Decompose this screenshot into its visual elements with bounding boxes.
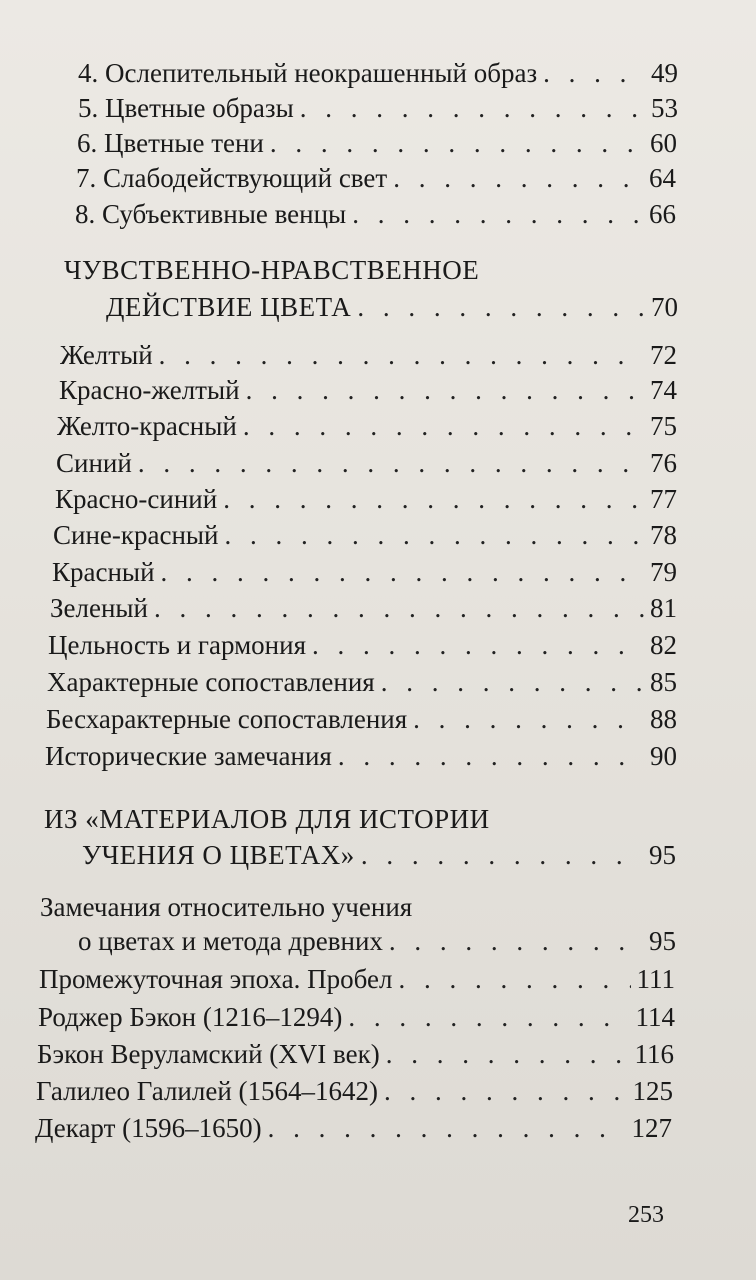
toc-entry <box>45 739 677 773</box>
page-number: 253 <box>628 1202 664 1228</box>
toc-entry-title: Характерные сопоставления <box>47 667 375 697</box>
toc-entry-page: 74 <box>650 375 677 405</box>
toc-entry-title: Сине-красный <box>53 520 219 550</box>
dot-leader <box>342 1000 629 1034</box>
dot-leader <box>148 591 644 625</box>
section-heading-text: ДЕЙСТВИЕ ЦВЕТА <box>106 292 352 322</box>
toc-entry-page: 85 <box>650 667 677 697</box>
dot-leader <box>383 924 643 958</box>
toc-entry <box>39 962 675 996</box>
toc-entry <box>38 1000 675 1034</box>
section-heading-page: 95 <box>649 840 676 870</box>
dot-leader <box>155 555 644 589</box>
section-heading: ЧУВСТВЕННО-НРАВСТВЕННОЕ <box>64 255 480 285</box>
toc-entry-title: Промежуточная эпоха. Пробел <box>39 964 393 994</box>
toc-entry-title: Желто-красный <box>57 411 237 441</box>
toc-entry-title: Бэкон Веруламский (XVI век) <box>37 1039 380 1069</box>
dot-leader <box>217 482 644 516</box>
toc-entry-page: 125 <box>632 1076 673 1106</box>
dot-leader <box>355 838 643 872</box>
toc-entry-page: 127 <box>631 1113 672 1143</box>
toc-entry-title: Желтый <box>60 340 153 370</box>
section-heading-line <box>106 290 678 324</box>
toc-entry-page: 77 <box>650 484 677 514</box>
toc-entry <box>59 373 677 407</box>
toc-entry-page: 78 <box>650 520 677 550</box>
toc-entry-page: 82 <box>650 630 677 660</box>
toc-entry-title: Синий <box>56 448 132 478</box>
dot-leader <box>387 161 643 195</box>
toc-entry <box>35 1111 672 1145</box>
toc-entry-page: 90 <box>650 741 677 771</box>
dot-leader <box>237 409 644 443</box>
toc-entry-page: 60 <box>650 128 677 158</box>
toc-entry-page: 53 <box>651 93 678 123</box>
toc-entry-page: 72 <box>650 340 677 370</box>
dot-leader <box>380 1037 629 1071</box>
toc-entry <box>46 702 677 736</box>
toc-entry-title: 4. Ослепительный неокрашенный образ <box>78 58 538 88</box>
toc-entry-page: 64 <box>649 163 676 193</box>
dot-leader <box>407 702 644 736</box>
toc-entry-page: 114 <box>635 1002 675 1032</box>
toc-entry <box>76 161 676 195</box>
toc-entry <box>52 555 677 589</box>
toc-entry-title: Роджер Бэкон (1216–1294) <box>38 1002 343 1032</box>
toc-entry-page: 79 <box>650 557 677 587</box>
toc-entry-title: 6. Цветные тени <box>77 128 264 158</box>
dot-leader <box>294 91 645 125</box>
toc-entry-page: 116 <box>634 1039 674 1069</box>
toc-entry-page: 49 <box>651 58 678 88</box>
toc-entry-page: 111 <box>636 964 675 994</box>
dot-leader <box>132 446 644 480</box>
section-heading: ИЗ «МАТЕРИАЛОВ ДЛЯ ИСТОРИИ <box>44 804 490 834</box>
toc-entry <box>36 1074 673 1108</box>
toc-entry <box>48 628 677 662</box>
toc-entry <box>47 665 677 699</box>
section-heading-page: 70 <box>651 292 678 322</box>
toc-entry <box>56 446 677 480</box>
toc-entry-title: 8. Субъективные венцы <box>75 199 347 229</box>
toc-entry <box>75 197 676 231</box>
toc-entry <box>53 518 677 552</box>
dot-leader <box>306 628 644 662</box>
toc-entry-page: 88 <box>650 704 677 734</box>
toc-entry-title: Бесхарактерные сопоставления <box>46 704 408 734</box>
toc-entry <box>55 482 677 516</box>
toc-entry-title: Зеленый <box>50 593 149 623</box>
toc-entry-page: 66 <box>649 199 676 229</box>
toc-entry-page: 76 <box>650 448 677 478</box>
toc-entry-title-line1: Замечания относительно учения <box>40 892 413 922</box>
toc-entry <box>78 56 678 90</box>
toc-entry <box>78 91 678 125</box>
dot-leader <box>219 518 644 552</box>
dot-leader <box>240 373 644 407</box>
toc-entry-title: Цельность и гармония <box>48 630 306 660</box>
toc-entry-page: 81 <box>650 593 677 623</box>
dot-leader <box>537 56 645 90</box>
dot-leader <box>375 665 644 699</box>
dot-leader <box>262 1111 626 1145</box>
toc-entry-title: Галилео Галилей (1564–1642) <box>36 1076 379 1106</box>
toc-entry-title: Красный <box>52 557 155 587</box>
toc-entry-title: Красно-синий <box>55 484 218 514</box>
section-heading-line <box>82 838 676 872</box>
toc-entry <box>78 924 676 958</box>
toc-entry-title: Красно-желтый <box>59 375 240 405</box>
toc-entry-page: 95 <box>649 926 676 956</box>
dot-leader <box>378 1074 626 1108</box>
toc-entry <box>60 338 677 372</box>
dot-leader <box>346 197 643 231</box>
toc-entry-title-line2: о цветах и метода древних <box>78 926 383 956</box>
toc-entry-title: Исторические замечания <box>45 741 332 771</box>
dot-leader <box>392 962 630 996</box>
section-heading-text: УЧЕНИЯ О ЦВЕТАХ» <box>82 840 355 870</box>
toc-entry-title: 7. Слабодействующий свет <box>76 163 388 193</box>
toc-entry <box>37 1037 674 1071</box>
dot-leader <box>332 739 644 773</box>
dot-leader <box>153 338 644 372</box>
dot-leader <box>264 126 644 160</box>
toc-entry <box>50 591 677 625</box>
toc-entry <box>57 409 677 443</box>
dot-leader <box>351 290 645 324</box>
toc-entry-title: Декарт (1596–1650) <box>35 1113 262 1143</box>
toc-entry-title: 5. Цветные образы <box>78 93 294 123</box>
toc-entry <box>77 126 677 160</box>
toc-entry-page: 75 <box>650 411 677 441</box>
